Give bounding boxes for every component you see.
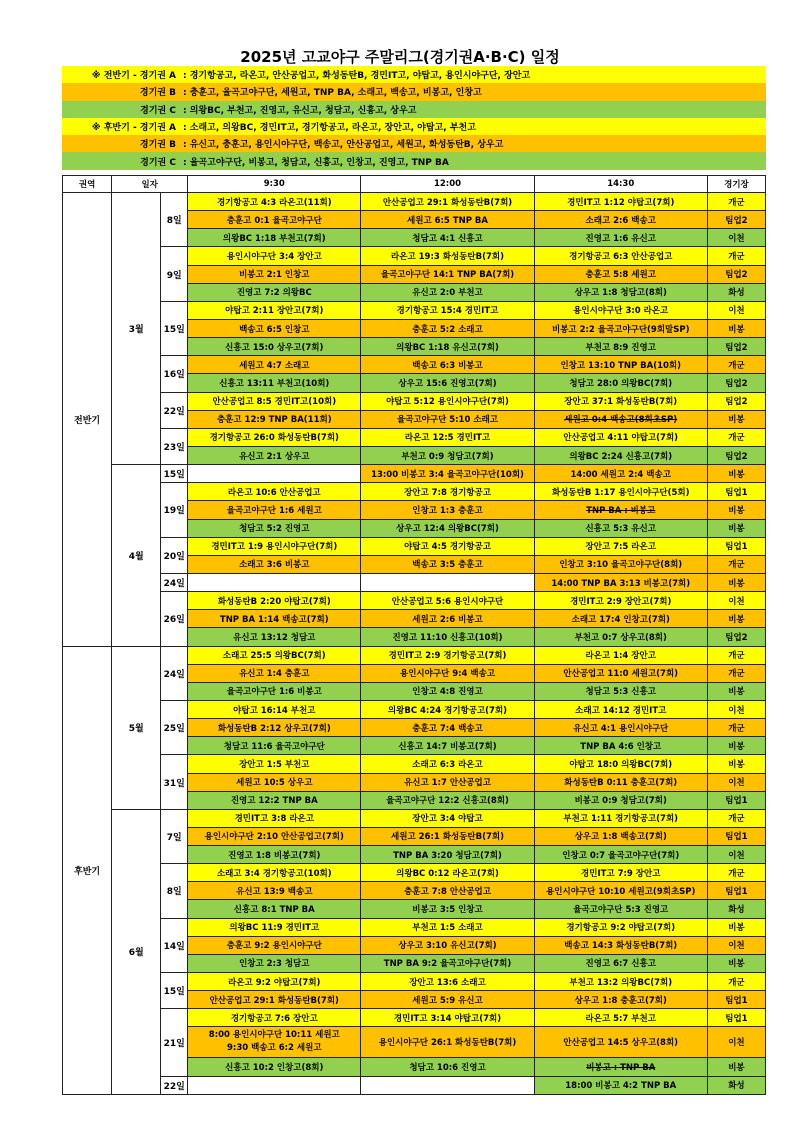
game-cell-slot3: 14:00 세원고 2:4 백송고: [534, 465, 707, 483]
day-label: 8일: [161, 864, 188, 918]
legend-row: [62, 118, 766, 135]
day-label: 7일: [161, 809, 188, 863]
venue-cell: 비봉: [707, 610, 765, 628]
game-cell-slot1: 소래고 25:5 의왕BC(7회): [188, 646, 361, 664]
game-cell-slot2: 13:00 비봉고 3:4 율곡고야구단(10회): [361, 465, 534, 483]
day-label: 8일: [161, 193, 188, 247]
game-cell-slot3: 세원고 0:4 백송고(8회초SP): [534, 410, 707, 428]
game-cell-slot3: 안산공업고 4:11 야탑고(7회): [534, 428, 707, 446]
game-cell-slot3: 14:00 TNP BA 3:13 비봉고(7회): [534, 573, 707, 591]
venue-cell: 개군: [707, 809, 765, 827]
game-cell-slot3: 용인시야구단 10:10 세원고(9회초SP): [534, 882, 707, 900]
schedule-table: [62, 175, 766, 1095]
game-cell-slot1: 안산공업고 29:1 화성동탄B(7회): [188, 991, 361, 1009]
schedule-row: [63, 700, 766, 718]
venue-cell: 개군: [707, 864, 765, 882]
game-cell-slot2: 인창고 1:3 충훈고: [361, 501, 534, 519]
venue-cell: 화성: [707, 283, 765, 301]
game-cell-slot1: 안산공업고 8:5 경민IT고(10회): [188, 392, 361, 410]
schedule-row: [63, 193, 766, 211]
game-cell-slot3: 청담고 5:3 신흥고: [534, 682, 707, 700]
venue-cell: 비봉: [707, 519, 765, 537]
game-cell-slot1: 장안고 1:5 부천고: [188, 755, 361, 773]
game-cell-slot2: 비봉고 3:5 인창고: [361, 900, 534, 918]
header-time-930: 9:30: [188, 176, 361, 193]
venue-cell: 팀업1: [707, 791, 765, 809]
game-cell-slot3: 충훈고 5:8 세원고: [534, 265, 707, 283]
game-cell-slot1: 라온고 10:6 안산공업고: [188, 483, 361, 501]
venue-cell: 팀업2: [707, 374, 765, 392]
legend-teams: : 소래고, 의왕BC, 경민IT고, 경기항공고, 라온고, 장안고, 야탑고, 부천고: [183, 123, 476, 134]
game-cell-slot3: 의왕BC 2:24 신흥고(7회): [534, 446, 707, 464]
game-cell-slot1: 충훈고 12:9 TNP BA(11회): [188, 410, 361, 428]
game-cell-slot1: 진영고 1:8 비봉고(7회): [188, 846, 361, 864]
game-cell-slot1: 화성동탄B 2:20 야탑고(7회): [188, 592, 361, 610]
game-cell-slot2: 율곡고야구단 5:10 소래고: [361, 410, 534, 428]
venue-cell: 비봉: [707, 410, 765, 428]
game-cell-slot2: 용인시야구단 26:1 화성동탄B(7회): [361, 1027, 534, 1058]
day-label: 22일: [161, 392, 188, 428]
game-cell-slot1: 세원고 10:5 상우고: [188, 773, 361, 791]
game-cell-slot2: 용인시야구단 9:4 백송고: [361, 664, 534, 682]
game-cell-slot1: [188, 1076, 361, 1094]
legend-label: 경기권 B: [139, 88, 176, 99]
game-cell-slot2: 백송고 3:5 충훈고: [361, 555, 534, 573]
game-cell-slot3: 경기항공고 6:3 안산공업고: [534, 247, 707, 265]
game-cell-slot3: 청담고 28:0 의왕BC(7회): [534, 374, 707, 392]
day-label: 15일: [161, 973, 188, 1009]
game-cell-slot1: 유신고 2:1 상우고: [188, 446, 361, 464]
game-cell-slot3: 소래고 14:12 경민IT고: [534, 700, 707, 718]
day-label: 25일: [161, 700, 188, 754]
game-cell-slot2: 백송고 6:3 비봉고: [361, 356, 534, 374]
game-cell-slot2: 충훈고 5:2 소래고: [361, 319, 534, 337]
game-cell-slot3: 부천고 13:2 의왕BC(7회): [534, 973, 707, 991]
game-cell-slot2: 진영고 11:10 신흥고(10회): [361, 628, 534, 646]
venue-cell: 개군: [707, 356, 765, 374]
game-cell-slot1: TNP BA 1:14 백송고(7회): [188, 610, 361, 628]
legend-row: [62, 101, 766, 118]
legend-teams: : 의왕BC, 부천고, 진영고, 유신고, 청담고, 신흥고, 상우고: [183, 105, 417, 116]
header-row: [63, 176, 766, 193]
game-cell-slot2: 유신고 2:0 부천고: [361, 283, 534, 301]
schedule-row: [63, 537, 766, 555]
day-label: 22일: [161, 1076, 188, 1094]
game-cell-slot2: 상우고 15:6 진영고(7회): [361, 374, 534, 392]
month-label: 6월: [112, 809, 161, 1094]
game-cell-slot1: 소래고 3:6 비봉고: [188, 555, 361, 573]
game-cell-slot2: 율곡고야구단 12:2 신흥고(8회): [361, 791, 534, 809]
venue-cell: 비봉: [707, 737, 765, 755]
game-cell-slot3: 소래고 2:6 백송고: [534, 211, 707, 229]
month-label: 5월: [112, 646, 161, 809]
venue-cell: 비봉: [707, 682, 765, 700]
game-cell-slot1: 청담고 5:2 진영고: [188, 519, 361, 537]
game-cell-slot3: 인창고 0:7 율곡고야구단(7회): [534, 846, 707, 864]
day-label: 26일: [161, 592, 188, 646]
game-cell-slot2: 의왕BC 4:24 경기항공고(7회): [361, 700, 534, 718]
game-cell-slot1: 율곡고야구단 1:6 비봉고: [188, 682, 361, 700]
double-match-2: 9:30 백송고 6:2 세원고: [227, 1043, 322, 1054]
venue-cell: 화성: [707, 1076, 765, 1094]
game-cell-slot3: 18:00 비봉고 4:2 TNP BA: [534, 1076, 707, 1094]
game-cell-slot1: 충훈고 9:2 용인시야구단: [188, 936, 361, 954]
legend-table: [62, 66, 766, 170]
legend-label: 경기권 B: [139, 140, 176, 151]
game-cell-slot1: 야탑고 16:14 부천고: [188, 700, 361, 718]
header-venue: 경기장: [707, 176, 765, 193]
venue-cell: 비봉: [707, 918, 765, 936]
game-cell-slot1: 유신고 13:9 백송고: [188, 882, 361, 900]
venue-cell: 개군: [707, 428, 765, 446]
game-cell-slot3: 상우고 1:8 청담고(8회): [534, 283, 707, 301]
game-cell-slot1: 경기항공고 4:3 라온고(11회): [188, 193, 361, 211]
game-cell-slot3: 경민IT고 1:12 야탑고(7회): [534, 193, 707, 211]
game-cell-slot1: 경기항공고 26:0 화성동탄B(7회): [188, 428, 361, 446]
venue-cell: 팀업1: [707, 882, 765, 900]
game-cell-slot1: 유신고 1:4 충훈고: [188, 664, 361, 682]
header-region: 권역: [63, 176, 112, 193]
venue-cell: 개군: [707, 664, 765, 682]
venue-cell: 팀업2: [707, 338, 765, 356]
game-cell-slot2: 의왕BC 1:18 유신고(7회): [361, 338, 534, 356]
game-cell-slot3: 신흥고 5:3 유신고: [534, 519, 707, 537]
schedule-row: [63, 301, 766, 319]
header-date: 일자: [112, 176, 188, 193]
game-cell-slot3: 유신고 4:1 용인시야구단: [534, 719, 707, 737]
schedule-row: [63, 392, 766, 410]
half-season-label: 전반기: [63, 193, 112, 647]
game-cell-slot3: 야탑고 18:0 의왕BC(7회): [534, 755, 707, 773]
game-cell-slot1: 충훈고 0:1 율곡고야구단: [188, 211, 361, 229]
day-label: 9일: [161, 247, 188, 301]
game-cell-slot1: 신흥고 13:11 부천고(10회): [188, 374, 361, 392]
schedule-row: [63, 1076, 766, 1094]
legend-teams: : 충훈고, 율곡고야구단, 세원고, TNP BA, 소래고, 백송고, 비봉고, 인창고: [183, 88, 482, 99]
venue-cell: 개군: [707, 719, 765, 737]
game-cell-slot1: [188, 465, 361, 483]
game-cell-slot3: 비봉고 0:9 청담고(7회): [534, 791, 707, 809]
game-cell-slot2: 세원고 26:1 화성동탄B(7회): [361, 827, 534, 845]
day-label: 21일: [161, 1009, 188, 1076]
game-cell-slot3: 화성동탄B 1:17 용인시야구단(5회): [534, 483, 707, 501]
game-cell-slot2: 세원고 5:9 유신고: [361, 991, 534, 1009]
game-cell-slot3: 상우고 1:8 백송고(7회): [534, 827, 707, 845]
legend-row: [62, 152, 766, 169]
day-label: 15일: [161, 301, 188, 355]
game-cell-slot3: TNP BA : 비봉고: [534, 501, 707, 519]
venue-cell: 팀업1: [707, 483, 765, 501]
game-cell-slot1: 신흥고 8:1 TNP BA: [188, 900, 361, 918]
day-label: 24일: [161, 573, 188, 591]
venue-cell: 비봉: [707, 573, 765, 591]
day-label: 16일: [161, 356, 188, 392]
game-cell-slot3: 안산공업고 14:5 상우고(8회): [534, 1027, 707, 1058]
game-cell-slot2: 장안고 7:8 경기항공고: [361, 483, 534, 501]
venue-cell: 팀업2: [707, 211, 765, 229]
game-cell-slot2: TNP BA 3:20 청담고(7회): [361, 846, 534, 864]
legend-row: [62, 83, 766, 100]
game-cell-slot1: 용인시야구단 3:4 장안고: [188, 247, 361, 265]
schedule-row: [63, 592, 766, 610]
half-season-label: 후반기: [63, 646, 112, 1094]
venue-cell: 이천: [707, 1027, 765, 1058]
legend-teams: : 경기항공고, 라온고, 안산공업고, 화성동탄B, 경민IT고, 야탑고, 용인시야구단, 장안고: [183, 71, 531, 82]
venue-cell: 개군: [707, 247, 765, 265]
game-cell-slot2: 율곡고야구단 14:1 TNP BA(7회): [361, 265, 534, 283]
game-cell-slot3: 경민IT고 7:9 장안고: [534, 864, 707, 882]
game-cell-slot3: 백송고 14:3 화성동탄B(7회): [534, 936, 707, 954]
game-cell-slot3: 장안고 7:5 라온고: [534, 537, 707, 555]
game-cell-slot3: 경기항공고 9:2 야탑고(7회): [534, 918, 707, 936]
game-cell-slot3: 라온고 1:4 장안고: [534, 646, 707, 664]
venue-cell: 개군: [707, 646, 765, 664]
legend-row: [62, 135, 766, 152]
game-cell-slot2: 유신고 1:7 안산공업고: [361, 773, 534, 791]
game-cell-slot1: 신흥고 10:2 인창고(8회): [188, 1058, 361, 1076]
game-cell-slot1: 소래고 3:4 경기항공고(10회): [188, 864, 361, 882]
day-label: 20일: [161, 537, 188, 573]
venue-cell: 팀업1: [707, 537, 765, 555]
game-cell-slot3: 부천고 1:11 경기항공고(7회): [534, 809, 707, 827]
game-cell-slot3: 진영고 6:7 신흥고: [534, 954, 707, 972]
venue-cell: 개군: [707, 973, 765, 991]
game-cell-slot2: 세원고 2:6 비봉고: [361, 610, 534, 628]
venue-cell: 팀업1: [707, 1009, 765, 1027]
venue-cell: 개군: [707, 193, 765, 211]
schedule-row: [63, 1009, 766, 1027]
game-cell-slot2: 야탑고 4:5 경기항공고: [361, 537, 534, 555]
game-cell-slot1: 의왕BC 1:18 부천고(7회): [188, 229, 361, 247]
schedule-row: [63, 864, 766, 882]
game-cell-slot2: 경민IT고 2:9 경기항공고(7회): [361, 646, 534, 664]
game-cell-slot2: [361, 573, 534, 591]
game-cell-slot3: 부천고 0:7 상우고(8회): [534, 628, 707, 646]
venue-cell: 비봉: [707, 319, 765, 337]
venue-cell: 팀업1: [707, 827, 765, 845]
game-cell-slot3: 인창고 13:10 TNP BA(10회): [534, 356, 707, 374]
game-cell-slot1: 야탑고 2:11 장안고(7회): [188, 301, 361, 319]
game-cell-slot2: 안산공업고 29:1 화성동탄B(7회): [361, 193, 534, 211]
month-label: 4월: [112, 465, 161, 646]
game-cell-slot3: 라온고 5:7 부천고: [534, 1009, 707, 1027]
game-cell-slot3: 경민IT고 2:9 장안고(7회): [534, 592, 707, 610]
legend-label: ※ 전반기 - 경기권 A: [91, 71, 176, 82]
venue-cell: 비봉: [707, 1058, 765, 1076]
game-cell-slot2: 장안고 3:4 야탑고: [361, 809, 534, 827]
day-label: 14일: [161, 918, 188, 972]
game-cell-slot1: 비봉고 2:1 인창고: [188, 265, 361, 283]
day-label: 19일: [161, 483, 188, 537]
legend-label: 경기권 C: [140, 157, 176, 168]
game-cell-slot1: [188, 1027, 361, 1058]
game-cell-slot1: 유신고 13:12 청담고: [188, 628, 361, 646]
legend-row: [62, 66, 766, 83]
game-cell-slot2: 라온고 19:3 화성동탄B(7회): [361, 247, 534, 265]
game-cell-slot3: 비봉고 2:2 율곡고야구단(9회말SP): [534, 319, 707, 337]
day-label: 31일: [161, 755, 188, 809]
game-cell-slot1: 의왕BC 11:9 경민IT고: [188, 918, 361, 936]
venue-cell: 팀업2: [707, 628, 765, 646]
schedule-row: [63, 573, 766, 591]
game-cell-slot3: 진영고 1:6 유신고: [534, 229, 707, 247]
game-cell-slot2: 상우고 12:4 의왕BC(7회): [361, 519, 534, 537]
game-cell-slot2: [361, 1076, 534, 1094]
game-cell-slot1: 경민IT고 3:8 라온고: [188, 809, 361, 827]
game-cell-slot1: 라온고 9:2 야탑고(7회): [188, 973, 361, 991]
game-cell-slot3: 비봉고 : TNP BA: [534, 1058, 707, 1076]
game-cell-slot1: 청담고 11:6 율곡고야구단: [188, 737, 361, 755]
schedule-row: [63, 973, 766, 991]
day-label: 23일: [161, 428, 188, 464]
game-cell-slot2: 부천고 0:9 청담고(7회): [361, 446, 534, 464]
venue-cell: 이천: [707, 592, 765, 610]
month-label: 3월: [112, 193, 161, 465]
schedule-row: [63, 918, 766, 936]
venue-cell: 이천: [707, 229, 765, 247]
legend-teams: : 유신고, 충훈고, 용인시야구단, 백송고, 안산공업고, 세원고, 화성동탄B, 상우고: [183, 140, 504, 151]
schedule-row: [63, 465, 766, 483]
game-cell-slot1: 백송고 6:5 인창고: [188, 319, 361, 337]
game-cell-slot2: 라온고 12:5 경민IT고: [361, 428, 534, 446]
game-cell-slot2: 의왕BC 0:12 라온고(7회): [361, 864, 534, 882]
game-cell-slot2: 청담고 10:6 진영고: [361, 1058, 534, 1076]
game-cell-slot2: 충훈고 7:8 안산공업고: [361, 882, 534, 900]
game-cell-slot1: 경기항공고 7:6 장안고: [188, 1009, 361, 1027]
game-cell-slot2: 충훈고 7:4 백송고: [361, 719, 534, 737]
venue-cell: 비봉: [707, 954, 765, 972]
game-cell-slot3: TNP BA 4:6 인창고: [534, 737, 707, 755]
game-cell-slot1: 인창고 2:3 청담고: [188, 954, 361, 972]
game-cell-slot3: 상우고 1:8 충훈고(7회): [534, 991, 707, 1009]
day-label: 15일: [161, 465, 188, 483]
venue-cell: 비봉: [707, 465, 765, 483]
venue-cell: 비봉: [707, 755, 765, 773]
game-cell-slot1: [188, 573, 361, 591]
game-cell-slot2: 경민IT고 3:14 야탑고(7회): [361, 1009, 534, 1027]
game-cell-slot2: 부천고 1:5 소래고: [361, 918, 534, 936]
venue-cell: 팀업1: [707, 991, 765, 1009]
game-cell-slot3: 소래고 17:4 인창고(7회): [534, 610, 707, 628]
legend-label: 경기권 C: [140, 105, 176, 116]
schedule-row: [63, 809, 766, 827]
venue-cell: 이천: [707, 301, 765, 319]
venue-cell: 이천: [707, 936, 765, 954]
game-cell-slot1: 화성동탄B 2:12 상우고(7회): [188, 719, 361, 737]
venue-cell: 개군: [707, 555, 765, 573]
header-time-1200: 12:00: [361, 176, 534, 193]
game-cell-slot2: 야탑고 5:12 용인시야구단(7회): [361, 392, 534, 410]
schedule-row: [63, 356, 766, 374]
game-cell-slot2: 인창고 4:8 진영고: [361, 682, 534, 700]
game-cell-slot3: 용인시야구단 3:0 라온고: [534, 301, 707, 319]
game-cell-slot3: 부천고 8:9 진영고: [534, 338, 707, 356]
schedule-row: [63, 755, 766, 773]
game-cell-slot1: 신흥고 15:0 상우고(7회): [188, 338, 361, 356]
schedule-row: [63, 483, 766, 501]
game-cell-slot1: 진영고 12:2 TNP BA: [188, 791, 361, 809]
game-cell-slot2: 경기항공고 15:4 경민IT고: [361, 301, 534, 319]
game-cell-slot1: 용인시야구단 2:10 안산공업고(7회): [188, 827, 361, 845]
game-cell-slot1: 경민IT고 1:9 용인시야구단(7회): [188, 537, 361, 555]
game-cell-slot1: 진영고 7:2 의왕BC: [188, 283, 361, 301]
game-cell-slot2: 장안고 13:6 소래고: [361, 973, 534, 991]
schedule-row: [63, 428, 766, 446]
header-time-1430: 14:30: [534, 176, 707, 193]
day-label: 24일: [161, 646, 188, 700]
game-cell-slot3: 화성동탄B 0:11 충훈고(7회): [534, 773, 707, 791]
double-match-1: 8:00 용인시야구단 10:11 세원고: [208, 1030, 340, 1041]
game-cell-slot3: 장안고 37:1 화성동탄B(7회): [534, 392, 707, 410]
venue-cell: 팀업2: [707, 446, 765, 464]
legend-label: ※ 후반기 - 경기권 A: [91, 123, 176, 134]
venue-cell: 화성: [707, 900, 765, 918]
legend-teams: : 율곡고야구단, 비봉고, 청담고, 신흥고, 인창고, 진영고, TNP BA: [183, 157, 449, 168]
game-cell-slot2: TNP BA 9:2 율곡고야구단(7회): [361, 954, 534, 972]
game-cell-slot2: 세원고 6:5 TNP BA: [361, 211, 534, 229]
game-cell-slot2: 상우고 3:10 유신고(7회): [361, 936, 534, 954]
game-cell-slot3: 인창고 3:10 율곡고야구단(8회): [534, 555, 707, 573]
schedule-row: [63, 247, 766, 265]
venue-cell: 팀업2: [707, 265, 765, 283]
page-title: 2025년 고교야구 주말리그(경기권A·B·C) 일정: [240, 48, 560, 66]
game-cell-slot1: 율곡고야구단 1:6 세원고: [188, 501, 361, 519]
game-cell-slot2: 청담고 4:1 신흥고: [361, 229, 534, 247]
game-cell-slot2: 신흥고 14:7 비봉고(7회): [361, 737, 534, 755]
venue-cell: 팀업2: [707, 392, 765, 410]
game-cell-slot1: 세원고 4:7 소래고: [188, 356, 361, 374]
schedule-row: [63, 646, 766, 664]
game-cell-slot2: 안산공업고 5:6 용인시야구단: [361, 592, 534, 610]
game-cell-slot3: 율곡고야구단 5:3 진영고: [534, 900, 707, 918]
game-cell-slot2: 소래고 6:3 라온고: [361, 755, 534, 773]
game-cell-slot3: 안산공업고 11:0 세원고(7회): [534, 664, 707, 682]
venue-cell: 이천: [707, 773, 765, 791]
venue-cell: 이천: [707, 700, 765, 718]
venue-cell: 이천: [707, 846, 765, 864]
venue-cell: 비봉: [707, 501, 765, 519]
